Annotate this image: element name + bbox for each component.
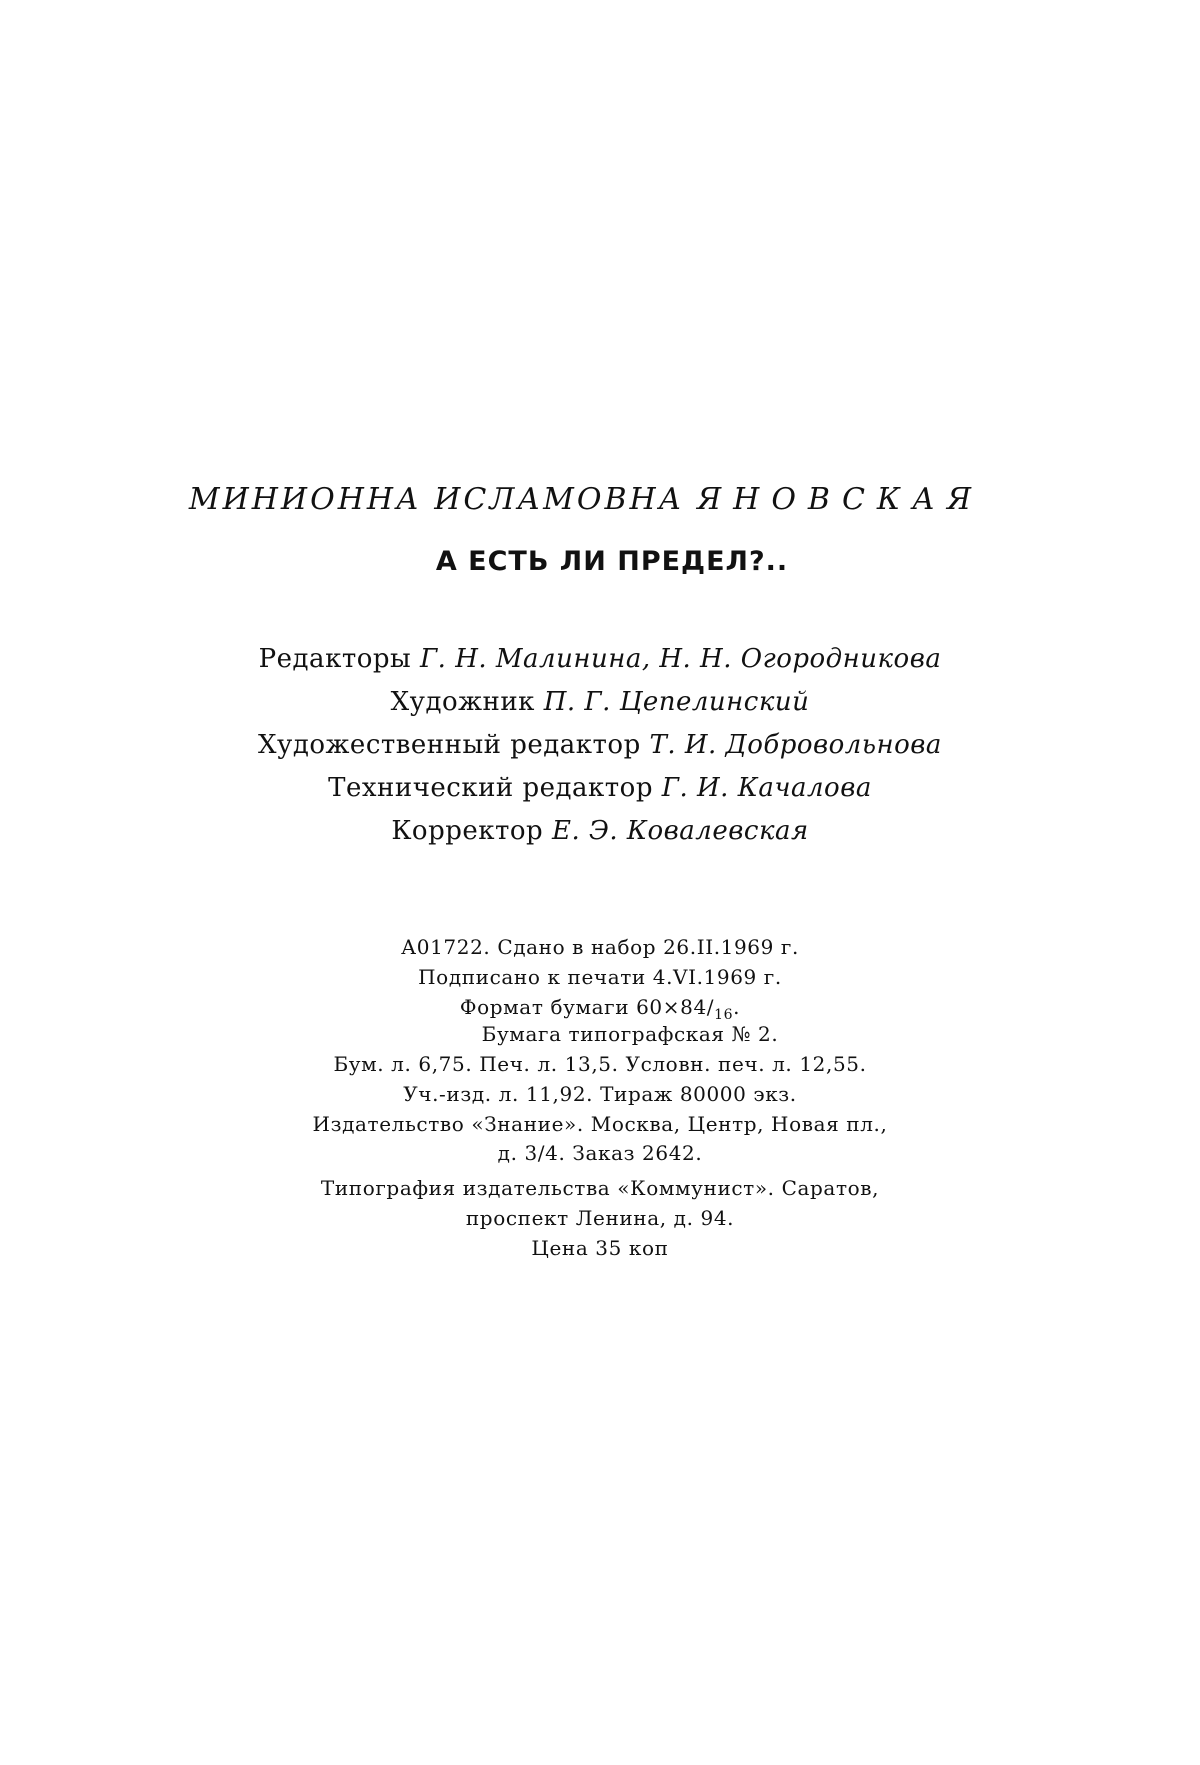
credit-role: Редакторы <box>258 644 412 674</box>
imprint-printing-house-address: проспект Ленина, д. 94. <box>465 1206 735 1230</box>
credit-editors <box>0 644 1200 674</box>
imprint-price: Цена 35 коп <box>531 1236 669 1260</box>
imprint-publisher-address: д. 3/4. Заказ 2642. <box>497 1141 703 1165</box>
author-name <box>0 482 1186 517</box>
credit-technical-editor <box>0 773 1200 803</box>
imprint-publisher: Издательство «Знание». Москва, Центр, Новая пл., <box>312 1112 888 1136</box>
credit-role: Корректор <box>391 816 544 846</box>
imprint-print-run: Уч.-изд. л. 11,92. Тираж 80000 экз. <box>403 1082 797 1106</box>
credit-role: Художественный редактор <box>258 730 641 760</box>
credit-names: Г. Н. Малинина, Н. Н. Огородникова <box>419 644 942 674</box>
imprint-paper-format <box>0 995 1200 1023</box>
imprint-paper-type: Бумага типографская № 2. <box>481 1022 779 1046</box>
paper-format-fraction: 16 <box>714 1007 734 1023</box>
author-surname: ЯНОВСКАЯ <box>696 482 984 517</box>
imprint-typesetting-date: А01722. Сдано в набор 26.II.1969 г. <box>401 935 799 959</box>
paper-format-suffix: . <box>733 995 741 1019</box>
credit-role: Технический редактор <box>328 773 653 803</box>
credit-artist <box>0 687 1200 717</box>
credit-names: Е. Э. Ковалевская <box>551 816 809 846</box>
imprint-sheets: Бум. л. 6,75. Печ. л. 13,5. Условн. печ. л. 12,55. <box>333 1052 867 1076</box>
imprint-signed-to-print: Подписано к печати 4.VI.1969 г. <box>418 965 782 989</box>
author-given-names: МИНИОННА ИСЛАМОВНА <box>188 482 685 517</box>
credit-names: П. Г. Цепелинский <box>543 687 810 717</box>
imprint-printing-house: Типография издательства «Коммунист». Саратов, <box>320 1176 880 1200</box>
credit-role: Художник <box>390 687 535 717</box>
credit-names: Т. И. Добровольнова <box>649 730 942 760</box>
credit-proofreader <box>0 816 1200 846</box>
credit-names: Г. И. Качалова <box>661 773 872 803</box>
credit-art-editor <box>0 730 1200 760</box>
book-title: А ЕСТЬ ЛИ ПРЕДЕЛ?.. <box>435 546 789 577</box>
paper-format-text: Формат бумаги 60×84/ <box>459 995 715 1019</box>
